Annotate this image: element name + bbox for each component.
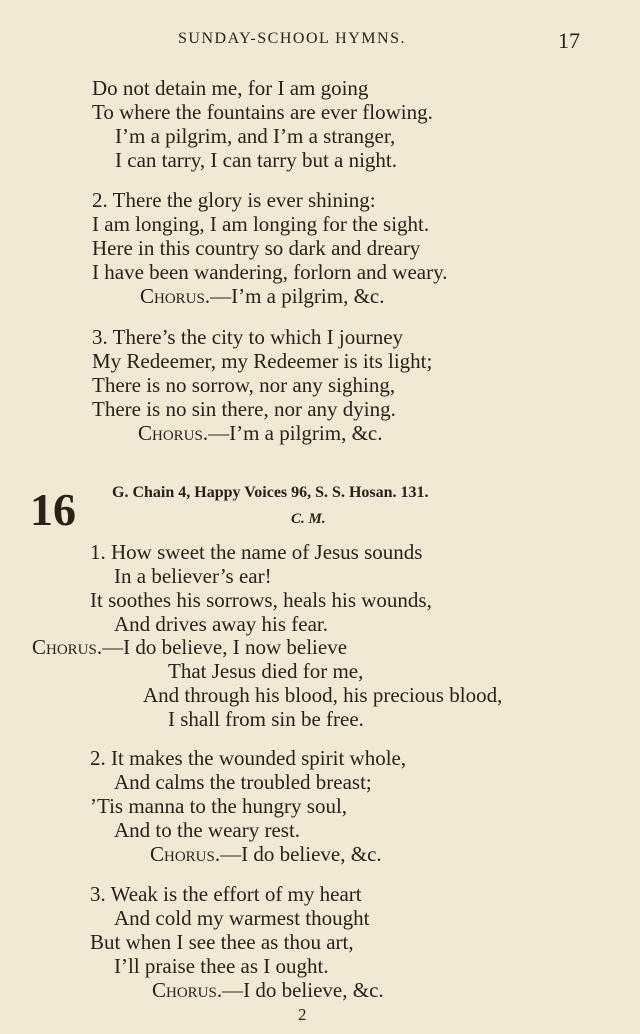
- chorus-label: Chorus.: [140, 284, 211, 308]
- chorus-reference: [140, 284, 385, 308]
- meter: C. M.: [291, 511, 326, 527]
- verse-line: There is no sin there, nor any dying.: [92, 397, 396, 421]
- page-number: 17: [558, 28, 580, 53]
- chorus-label: Chorus.: [138, 421, 209, 445]
- verse-line: In a believer’s ear!: [114, 564, 272, 588]
- verse-line: I am longing, I am longing for the sight.: [92, 212, 430, 236]
- verse-line: But when I see thee as thou art,: [90, 930, 354, 954]
- verse-line: 3. There’s the city to which I journey: [92, 325, 404, 349]
- verse-line: ’Tis manna to the hungry soul,: [90, 794, 348, 818]
- chorus-text: —I do believe, I now believe: [102, 635, 348, 659]
- verse-line: Do not detain me, for I am going: [92, 76, 369, 100]
- verse-line: 1. How sweet the name of Jesus sounds: [90, 540, 423, 564]
- verse-line: Here in this country so dark and dreary: [92, 236, 421, 260]
- verse-line: I have been wandering, forlorn and weary.: [92, 260, 448, 284]
- chorus-text: —I do believe, &c.: [222, 978, 384, 1002]
- verse-line: There is no sorrow, nor any sighing,: [92, 373, 396, 397]
- tune-references: G. Chain 4, Happy Voices 96, S. S. Hosan. 131.: [112, 484, 429, 501]
- chorus-line: And through his blood, his precious blood,: [143, 683, 503, 707]
- verse-line: 2. It makes the wounded spirit whole,: [90, 746, 407, 770]
- hymn-number: 16: [30, 484, 76, 535]
- chorus-line: I shall from sin be free.: [168, 707, 364, 731]
- verse-line: I can tarry, I can tarry but a night.: [115, 148, 398, 172]
- verse-line: I’ll praise thee as I ought.: [114, 954, 329, 978]
- chorus-reference: [152, 978, 384, 1002]
- chorus-label: Chorus.: [32, 635, 103, 659]
- verse-line: I’m a pilgrim, and I’m a stranger,: [115, 124, 396, 148]
- chorus-line: That Jesus died for me,: [168, 659, 364, 683]
- verse-line: 3. Weak is the effort of my heart: [90, 882, 362, 906]
- verse-line: My Redeemer, my Redeemer is its light;: [92, 349, 433, 373]
- signature-mark: 2: [298, 1005, 307, 1024]
- chorus-text: —I’m a pilgrim, &c.: [210, 284, 385, 308]
- verse-line: And drives away his fear.: [114, 612, 329, 636]
- chorus-reference: [138, 421, 383, 445]
- verse-line: 2. There the glory is ever shining:: [92, 188, 376, 212]
- verse-line: To where the fountains are ever flowing.: [92, 100, 433, 124]
- running-title: SUNDAY-SCHOOL HYMNS.: [178, 30, 406, 47]
- verse-line: And to the weary rest.: [114, 818, 301, 842]
- chorus-line: [32, 635, 347, 659]
- verse-line: And calms the troubled breast;: [114, 770, 372, 794]
- chorus-label: Chorus.: [150, 842, 221, 866]
- chorus-label: Chorus.: [152, 978, 223, 1002]
- chorus-reference: [150, 842, 382, 866]
- verse-line: It soothes his sorrows, heals his wounds,: [90, 588, 432, 612]
- chorus-text: —I’m a pilgrim, &c.: [208, 421, 383, 445]
- verse-line: And cold my warmest thought: [114, 906, 370, 930]
- chorus-text: —I do believe, &c.: [220, 842, 382, 866]
